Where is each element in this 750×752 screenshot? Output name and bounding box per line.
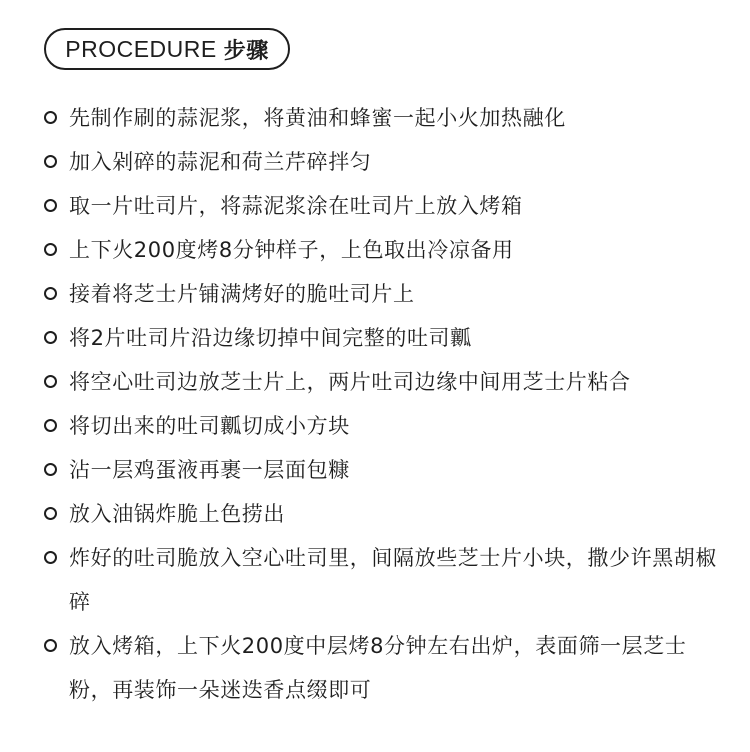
step-text: 将切出来的吐司瓤切成小方块	[69, 414, 350, 438]
header-title-en: PROCEDURE	[65, 35, 217, 62]
bullet-circle-icon	[44, 463, 57, 476]
procedure-header-badge	[44, 28, 290, 70]
step-text: 取一片吐司片，将蒜泥浆涂在吐司片上放入烤箱	[69, 194, 523, 218]
step-text: 将2片吐司片沿边缘切掉中间完整的吐司瓤	[69, 326, 472, 350]
procedure-step	[44, 404, 724, 448]
bullet-circle-icon	[44, 639, 57, 652]
step-text: 加入剁碎的蒜泥和荷兰芹碎拌匀	[69, 150, 372, 174]
step-text: 炸好的吐司脆放入空心吐司里，间隔放些芝士片小块，撒少许黑胡椒碎	[69, 546, 717, 614]
bullet-circle-icon	[44, 199, 57, 212]
bullet-circle-icon	[44, 287, 57, 300]
procedure-step	[44, 536, 724, 624]
procedure-step	[44, 316, 724, 360]
procedure-step	[44, 140, 724, 184]
step-text: 沾一层鸡蛋液再裹一层面包糠	[69, 458, 350, 482]
procedure-step	[44, 184, 724, 228]
procedure-step	[44, 492, 724, 536]
bullet-circle-icon	[44, 419, 57, 432]
step-text: 接着将芝士片铺满烤好的脆吐司片上	[69, 282, 415, 306]
bullet-circle-icon	[44, 111, 57, 124]
step-text: 先制作刷的蒜泥浆，将黄油和蜂蜜一起小火加热融化	[69, 106, 566, 130]
procedure-step	[44, 96, 724, 140]
bullet-circle-icon	[44, 375, 57, 388]
header-title-cn: 步骤	[223, 38, 269, 64]
bullet-circle-icon	[44, 507, 57, 520]
procedure-step	[44, 228, 724, 272]
bullet-circle-icon	[44, 331, 57, 344]
procedure-step	[44, 624, 724, 712]
step-text: 放入烤箱，上下火200度中层烤8分钟左右出炉，表面筛一层芝士粉，再装饰一朵迷迭香点缀即可	[69, 634, 687, 702]
step-text: 将空心吐司边放芝士片上，两片吐司边缘中间用芝士片粘合	[69, 370, 631, 394]
bullet-circle-icon	[44, 551, 57, 564]
procedure-step	[44, 360, 724, 404]
step-text: 放入油锅炸脆上色捞出	[69, 502, 285, 526]
procedure-steps-list	[44, 96, 724, 712]
procedure-step	[44, 448, 724, 492]
step-text: 上下火200度烤8分钟样子，上色取出冷凉备用	[69, 238, 514, 262]
bullet-circle-icon	[44, 243, 57, 256]
bullet-circle-icon	[44, 155, 57, 168]
procedure-step	[44, 272, 724, 316]
